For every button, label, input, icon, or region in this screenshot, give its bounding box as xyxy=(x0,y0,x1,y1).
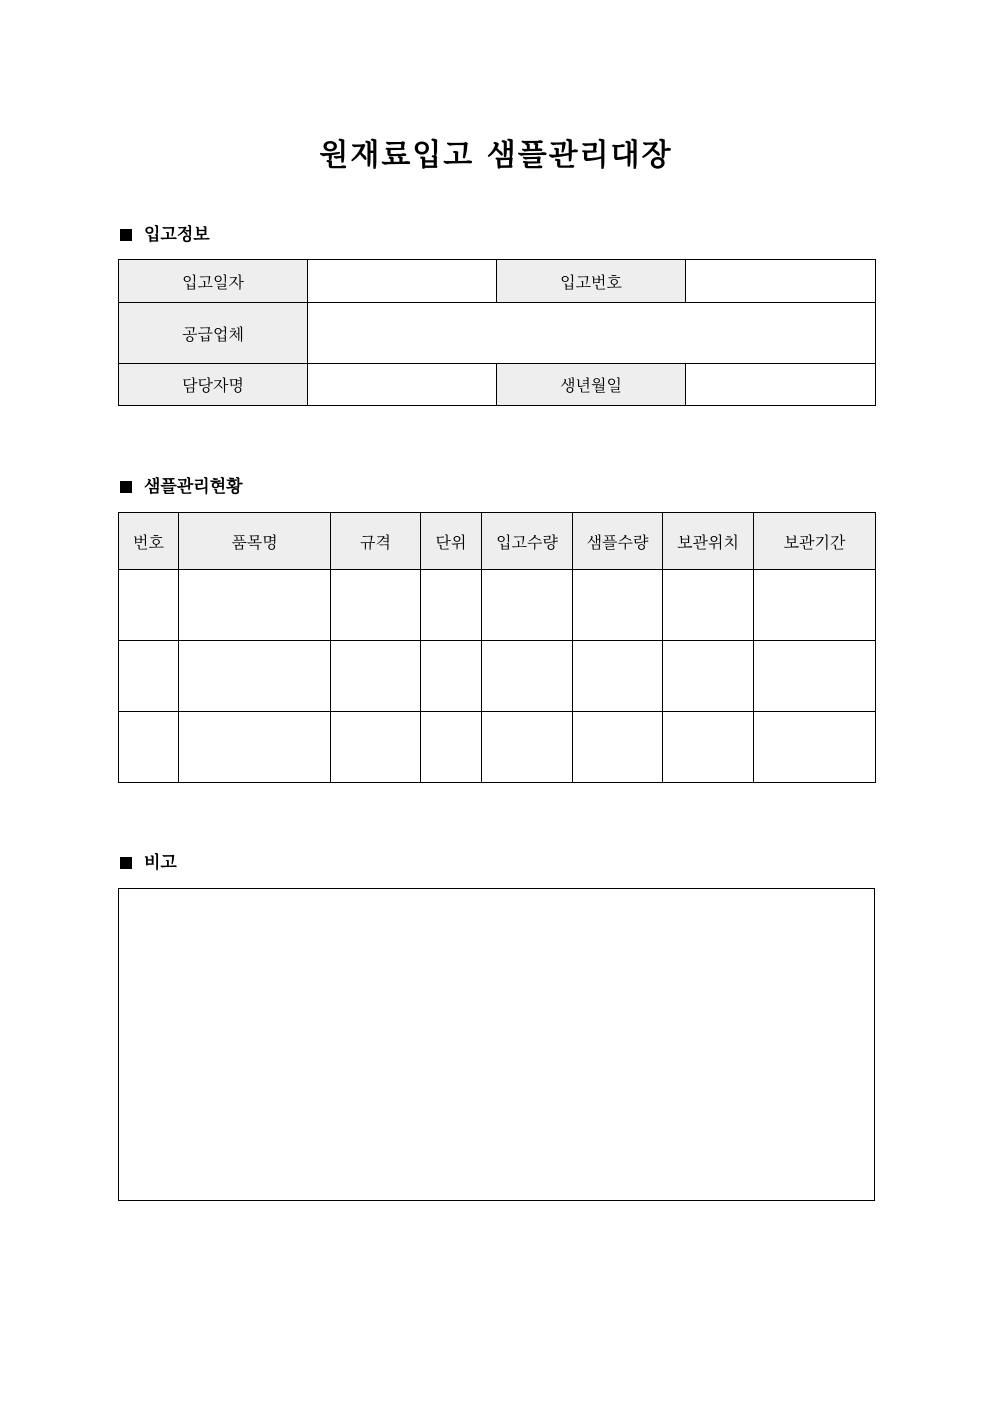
table-cell[interactable] xyxy=(573,570,663,641)
col-header-unit: 단위 xyxy=(421,513,482,570)
table-cell[interactable] xyxy=(573,641,663,712)
table-cell[interactable] xyxy=(119,570,179,641)
col-header-storage-period: 보관기간 xyxy=(754,513,876,570)
col-header-storage-location: 보관위치 xyxy=(663,513,754,570)
page-title: 원재료입고 샘플관리대장 xyxy=(319,138,673,173)
receiving-date-field[interactable] xyxy=(308,260,497,303)
col-header-item-name: 품목명 xyxy=(179,513,331,570)
table-cell[interactable] xyxy=(331,641,421,712)
col-header-received-qty: 입고수량 xyxy=(482,513,573,570)
table-row xyxy=(119,570,876,641)
table-cell[interactable] xyxy=(331,712,421,783)
table-cell[interactable] xyxy=(663,712,754,783)
table-cell[interactable] xyxy=(421,570,482,641)
table-cell[interactable] xyxy=(754,570,876,641)
birthdate-label: 생년월일 xyxy=(497,364,686,406)
table-cell[interactable] xyxy=(754,641,876,712)
table-row xyxy=(119,641,876,712)
table-cell[interactable] xyxy=(119,712,179,783)
sample-status-table xyxy=(118,512,876,783)
table-cell[interactable] xyxy=(119,641,179,712)
table-cell[interactable] xyxy=(421,641,482,712)
sample-status-heading xyxy=(120,475,243,499)
table-cell[interactable] xyxy=(421,712,482,783)
birthdate-field[interactable] xyxy=(686,364,876,406)
col-header-spec: 규격 xyxy=(331,513,421,570)
table-cell[interactable] xyxy=(482,570,573,641)
supplier-label: 공급업체 xyxy=(119,303,308,364)
bullet-square-icon xyxy=(120,229,132,241)
table-cell[interactable] xyxy=(663,570,754,641)
col-header-sample-qty: 샘플수량 xyxy=(573,513,663,570)
table-cell[interactable] xyxy=(482,712,573,783)
table-cell[interactable] xyxy=(754,712,876,783)
receiving-date-label: 입고일자 xyxy=(119,260,308,303)
table-row xyxy=(119,712,876,783)
receiving-info-heading xyxy=(120,223,210,247)
remarks-heading xyxy=(120,851,177,875)
receiving-info-heading-text: 입고정보 xyxy=(144,225,210,245)
manager-label: 담당자명 xyxy=(119,364,308,406)
bullet-square-icon xyxy=(120,857,132,869)
remarks-heading-text: 비고 xyxy=(144,853,177,873)
table-cell[interactable] xyxy=(573,712,663,783)
table-cell[interactable] xyxy=(179,570,331,641)
table-cell[interactable] xyxy=(179,712,331,783)
table-cell[interactable] xyxy=(482,641,573,712)
sample-status-heading-text: 샘플관리현황 xyxy=(144,477,243,497)
table-cell[interactable] xyxy=(663,641,754,712)
manager-field[interactable] xyxy=(308,364,497,406)
bullet-square-icon xyxy=(120,481,132,493)
supplier-field[interactable] xyxy=(308,303,876,364)
remarks-field[interactable] xyxy=(118,888,875,1201)
receiving-info-table xyxy=(118,259,876,406)
receiving-number-label: 입고번호 xyxy=(497,260,686,303)
table-cell[interactable] xyxy=(331,570,421,641)
table-cell[interactable] xyxy=(179,641,331,712)
col-header-number: 번호 xyxy=(119,513,179,570)
receiving-number-field[interactable] xyxy=(686,260,876,303)
